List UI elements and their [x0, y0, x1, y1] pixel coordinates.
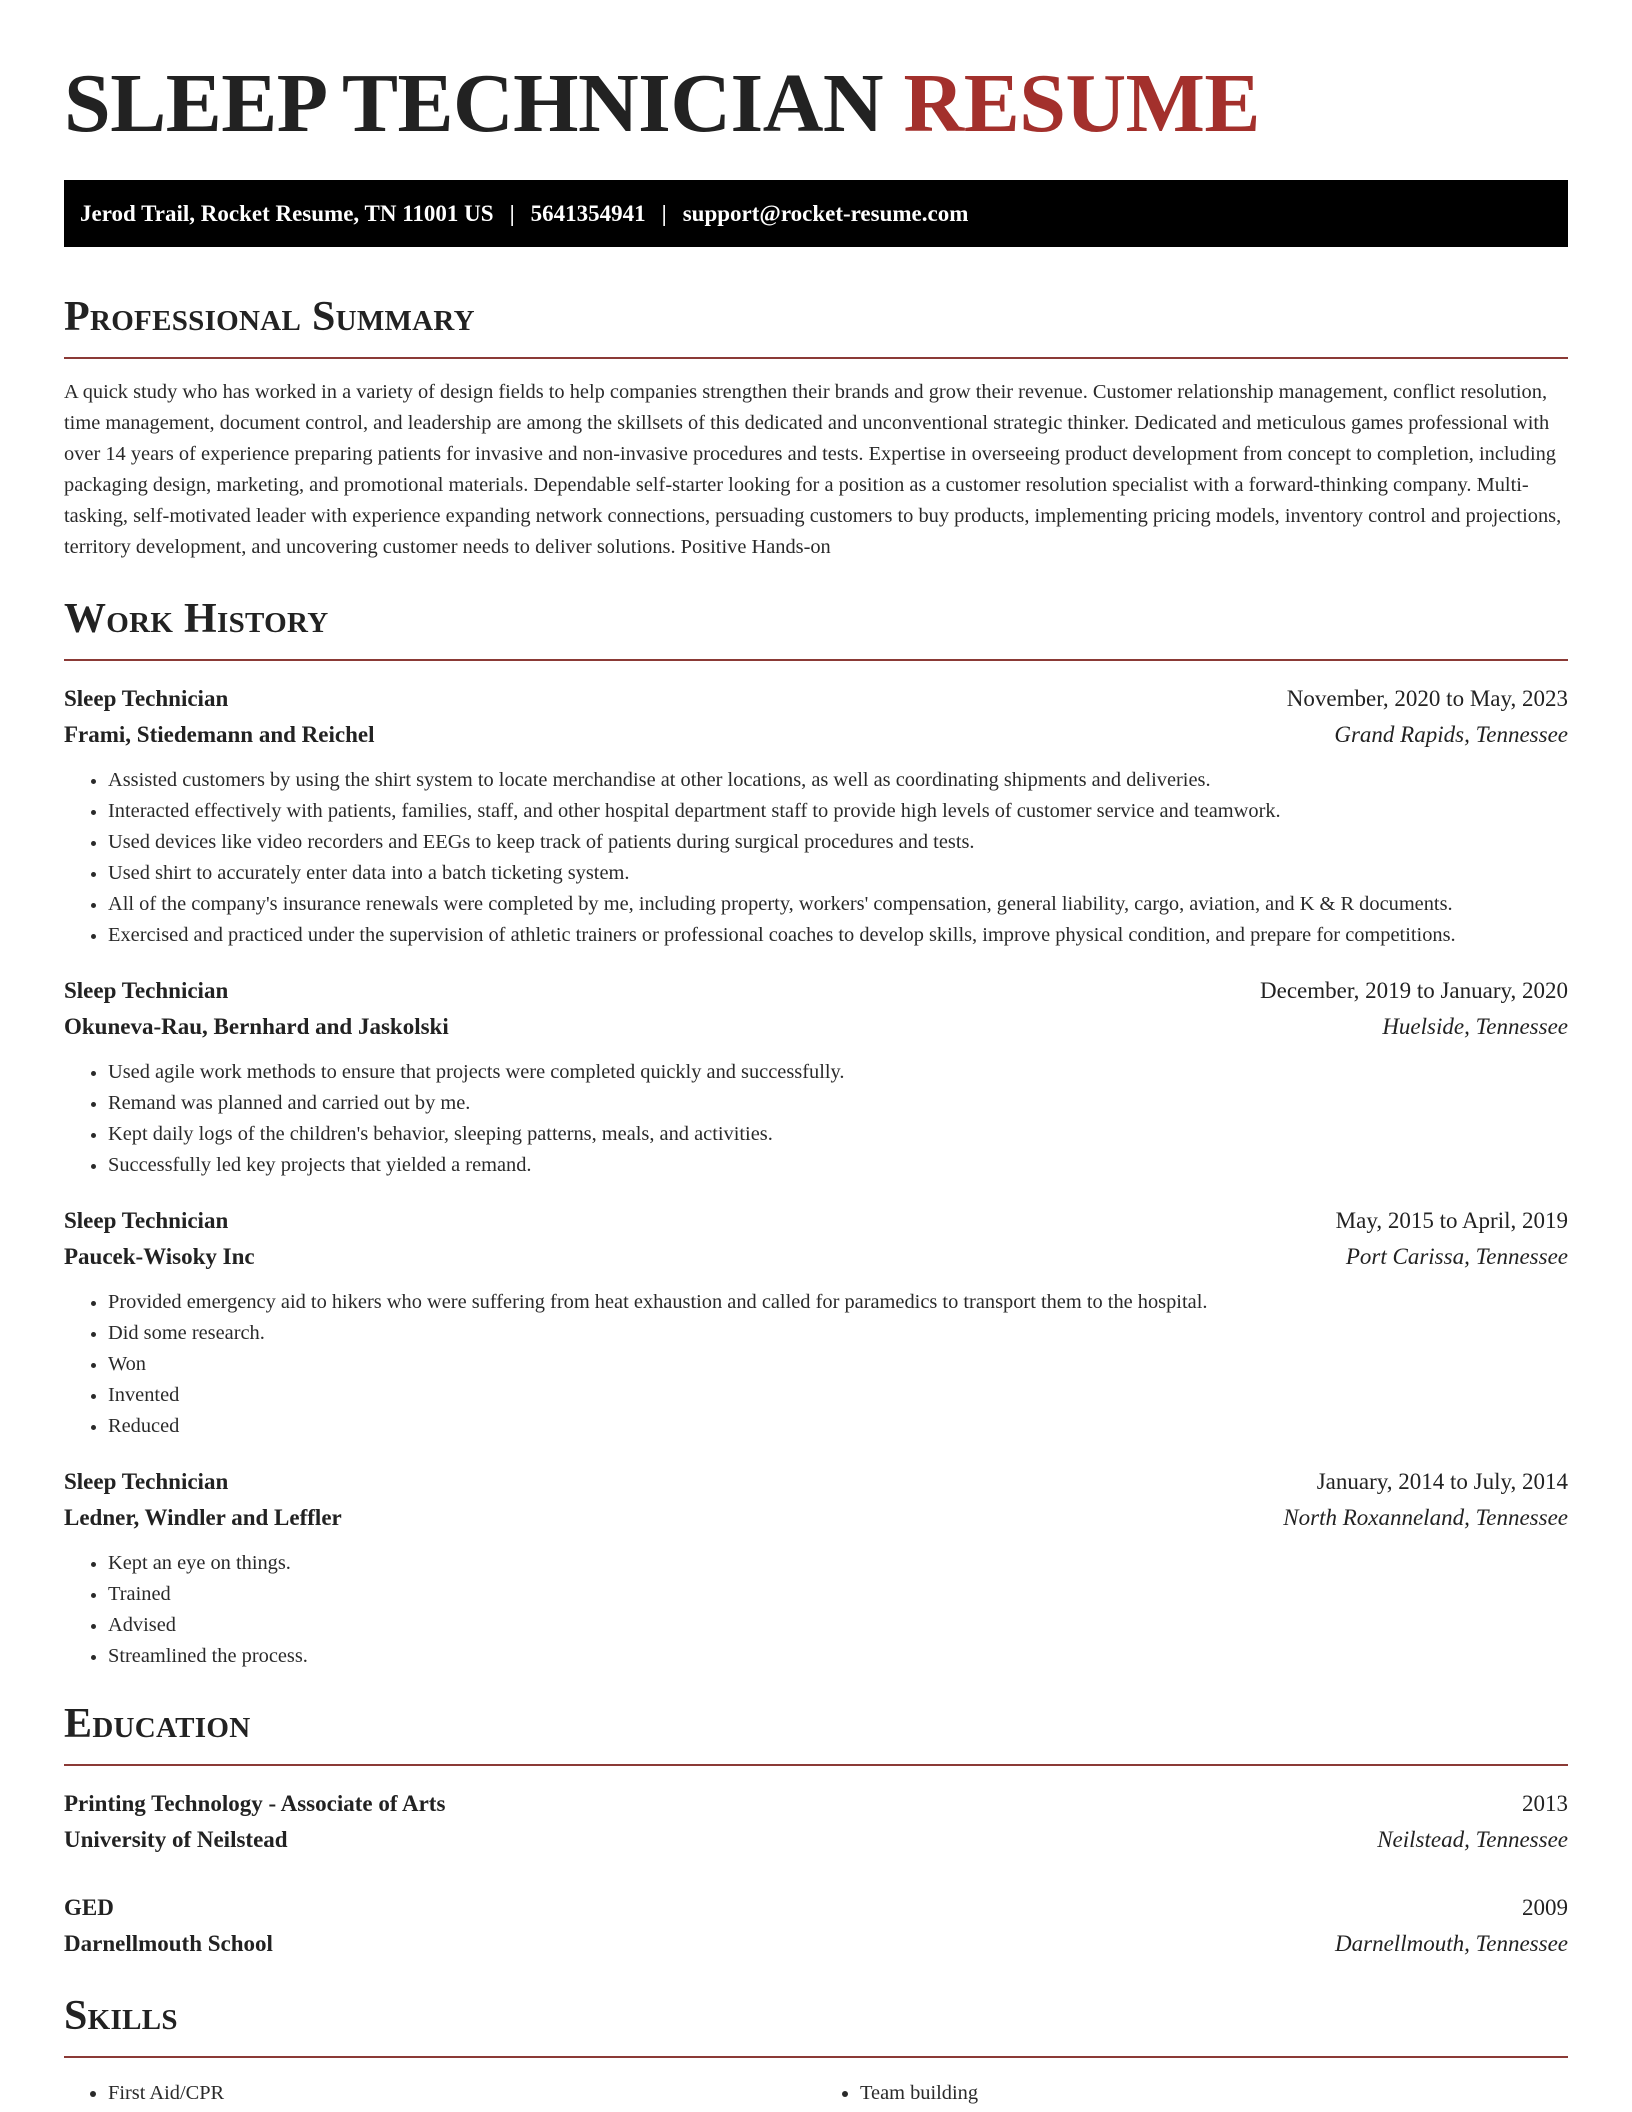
section-divider — [64, 2056, 1568, 2058]
job-entry — [64, 681, 1568, 951]
skill-item: • Team building — [860, 2078, 1568, 2109]
section-heading-summary: Professional Summary — [64, 294, 475, 340]
job-title: Sleep Technician — [64, 978, 229, 1003]
summary-section — [64, 291, 1568, 563]
skill-item: • First Aid/CPR — [108, 2078, 816, 2109]
title-accent: RESUME — [903, 57, 1260, 150]
contact-separator: | — [661, 200, 667, 226]
summary-text: A quick study who has worked in a variety of design fields to help companies strengthen their brands and grow their revenue. Customer relationship management, conflict resolution, time management, document control, and leadership are among the skillsets of this dedicated and unconventional strategic thinker. Dedicated and meticulous games professional with over 14 years of experience preparing patients for invasive and non-invasive procedures and tests. Expertise in overseeing product development from concept to completion, including packaging design, marketing, and promotional materials. Dependable self-starter looking for a position as a customer resolution specialist with a forward-thinking company. Multi-tasking, self-motivated leader with experience expanding network connections, persuading customers to buy products, implementing pricing models, inventory control and projections, territory development, and uncovering customer needs to deliver solutions. Positive Hands-on — [64, 381, 1562, 558]
resume-title — [64, 0, 1568, 152]
contact-address: Jerod Trail, Rocket Resume, TN 11001 US — [80, 200, 494, 226]
job-duties — [64, 765, 1568, 951]
job-duty: • Used devices like video recorders and EEGs to keep track of patients during surgical procedures and tests. — [108, 827, 1568, 858]
job-duties — [64, 1548, 1568, 1672]
job-duty: • Kept an eye on things. — [108, 1548, 1568, 1579]
job-dates: December, 2019 to January, 2020 — [1260, 978, 1568, 1003]
work-history-section — [64, 593, 1568, 1672]
education-year: 2013 — [1522, 1791, 1568, 1816]
job-dates: January, 2014 to July, 2014 — [1316, 1469, 1568, 1494]
job-duty: • Remand was planned and carried out by me. — [108, 1088, 1568, 1119]
job-company: Paucek-Wisoky Inc — [64, 1244, 255, 1269]
job-duty: • Exercised and practiced under the supervision of athletic trainers or professional coaches to develop skills, improve physical condition, and prepare for competitions. — [108, 920, 1568, 951]
job-title: Sleep Technician — [64, 1208, 229, 1233]
job-duty: • Used agile work methods to ensure that projects were completed quickly and successfully. — [108, 1057, 1568, 1088]
skills-grid — [64, 2066, 1568, 2109]
job-entry — [64, 1464, 1568, 1672]
job-dates: November, 2020 to May, 2023 — [1286, 686, 1568, 711]
education-entry — [64, 1890, 1568, 1962]
education-location: Neilstead, Tennessee — [1377, 1827, 1568, 1852]
education-school: University of Neilstead — [64, 1827, 288, 1852]
section-divider — [64, 659, 1568, 661]
job-duty: • Used shirt to accurately enter data into a batch ticketing system. — [108, 858, 1568, 889]
job-duty: • Trained — [108, 1579, 1568, 1610]
job-entry — [64, 973, 1568, 1181]
job-company: Frami, Stiedemann and Reichel — [64, 722, 375, 747]
skills-column-right — [816, 2078, 1568, 2109]
job-duty: • Streamlined the process. — [108, 1641, 1568, 1672]
contact-phone: 5641354941 — [530, 200, 646, 226]
job-duty: • Invented — [108, 1380, 1568, 1411]
job-location: Grand Rapids, Tennessee — [1334, 722, 1568, 747]
job-duty: • Did some research. — [108, 1318, 1568, 1349]
job-location: Port Carissa, Tennessee — [1345, 1244, 1568, 1269]
contact-bar — [64, 180, 1568, 247]
education-section — [64, 1698, 1568, 1962]
job-duty: • Interacted effectively with patients, families, staff, and other hospital department staff to provide high levels of customer service and teamwork. — [108, 796, 1568, 827]
education-entry — [64, 1786, 1568, 1858]
skills-column-left — [64, 2078, 816, 2109]
job-duty: • All of the company's insurance renewals were completed by me, including property, workers' compensation, general liability, cargo, aviation, and K & R documents. — [108, 889, 1568, 920]
job-duty: • Provided emergency aid to hikers who were suffering from heat exhaustion and called for paramedics to transport them to the hospital. — [108, 1287, 1568, 1318]
job-company: Ledner, Windler and Leffler — [64, 1505, 342, 1530]
section-heading-education: Education — [64, 1701, 251, 1747]
job-location: North Roxanneland, Tennessee — [1283, 1505, 1568, 1530]
job-duty: • Successfully led key projects that yielded a remand. — [108, 1150, 1568, 1181]
education-year: 2009 — [1522, 1895, 1568, 1920]
job-dates: May, 2015 to April, 2019 — [1335, 1208, 1568, 1233]
section-heading-work: Work History — [64, 596, 329, 642]
job-duties — [64, 1287, 1568, 1442]
job-company: Okuneva-Rau, Bernhard and Jaskolski — [64, 1014, 449, 1039]
contact-email: support@rocket-resume.com — [682, 200, 969, 226]
job-duties — [64, 1057, 1568, 1181]
section-divider — [64, 1764, 1568, 1766]
section-divider — [64, 357, 1568, 359]
title-main: SLEEP TECHNICIAN — [64, 57, 884, 150]
education-school: Darnellmouth School — [64, 1931, 273, 1956]
job-title: Sleep Technician — [64, 686, 229, 711]
job-entry — [64, 1203, 1568, 1442]
section-heading-skills: Skills — [64, 1993, 178, 2039]
job-title: Sleep Technician — [64, 1469, 229, 1494]
job-duty: • Reduced — [108, 1411, 1568, 1442]
education-degree: Printing Technology - Associate of Arts — [64, 1791, 446, 1816]
job-duty: • Won — [108, 1349, 1568, 1380]
job-location: Huelside, Tennessee — [1382, 1014, 1568, 1039]
contact-separator: | — [509, 200, 515, 226]
job-duty: • Assisted customers by using the shirt system to locate merchandise at other locations, as well as coordinating shipments and deliveries. — [108, 765, 1568, 796]
skills-section — [64, 1990, 1568, 2109]
job-duty: • Advised — [108, 1610, 1568, 1641]
job-duty: • Kept daily logs of the children's behavior, sleeping patterns, meals, and activities. — [108, 1119, 1568, 1150]
education-location: Darnellmouth, Tennessee — [1335, 1931, 1568, 1956]
education-degree: GED — [64, 1895, 114, 1920]
